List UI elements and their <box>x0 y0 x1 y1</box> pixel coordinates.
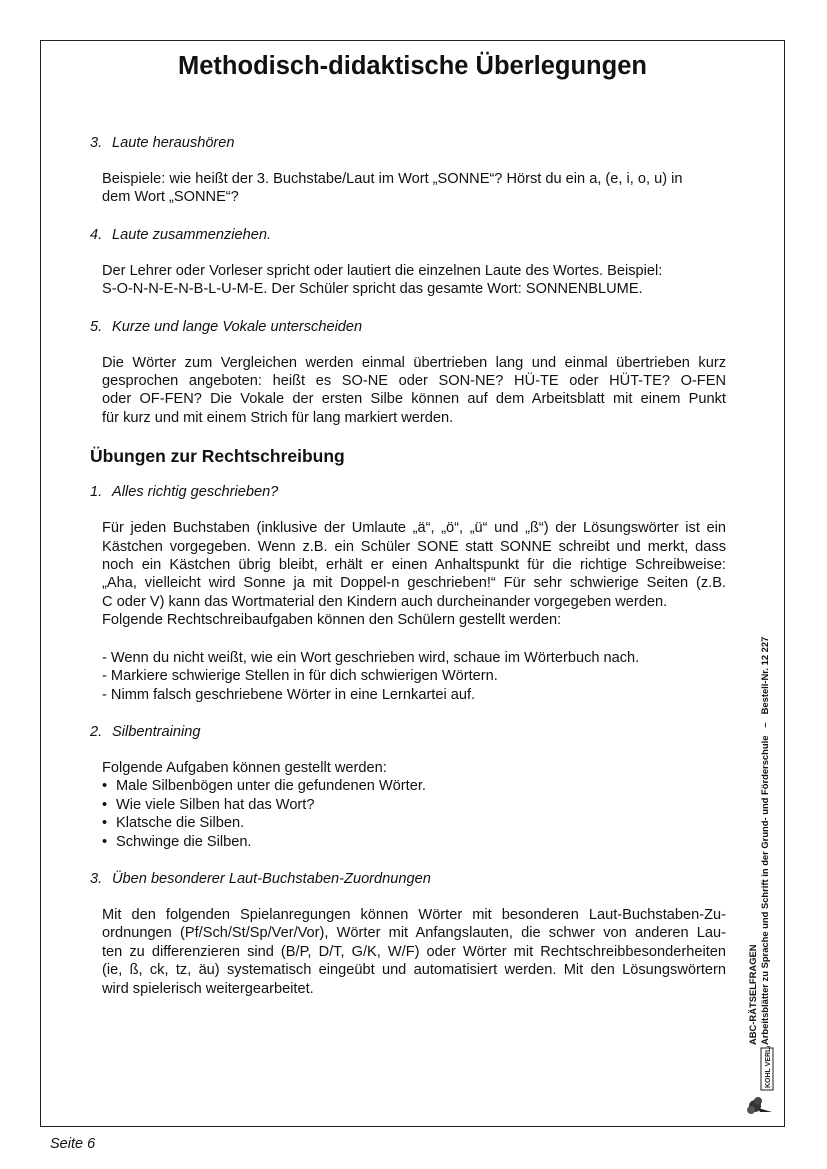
text-line: ordnungen (Pf/Sch/St/Sp/Ver/Vor), Wörter mit Anfangslauten, die schwer von anderen Lau- <box>102 925 726 942</box>
bullet-icon: • <box>102 815 108 832</box>
list-item-text: Klatsche die Silben. <box>116 815 245 832</box>
list-item-text: Schwinge die Silben. <box>116 833 252 850</box>
series-subtitle: Arbeitsblätter zu Sprache und Schrift in der Grund- und Förderschule <box>759 735 770 1045</box>
order-number: Bestell-Nr. 12 227 <box>759 636 770 715</box>
text-line: oder OF-FEN? Die Vokale der ersten Silbe können auf dem Arbeitsblatt mit einem Punkt <box>102 391 726 408</box>
item-heading <box>90 723 726 741</box>
text-line: „Aha, vielleicht wird Sonne ja mit Doppel-n geschrieben!“ Für sehr schwierige Seiten (z.B. <box>102 575 726 592</box>
item-number: 5. <box>90 318 103 335</box>
text-line: S-O-N-N-E-N-B-L-U-M-E. Der Schüler spricht das gesamte Wort: SONNENBLUME. <box>102 281 643 298</box>
item-title: Silbentraining <box>112 723 201 740</box>
text-line: Der Lehrer oder Vorleser spricht oder lautiert die einzelnen Laute des Wortes. Beispiel: <box>102 262 663 279</box>
paragraph: Folgende Aufgaben können gestellt werden: <box>102 759 387 776</box>
separator: – <box>759 722 770 728</box>
item-number: 2. <box>90 723 103 740</box>
item-heading <box>90 483 726 501</box>
logo-text: KOHL VERLAG <box>765 1046 772 1088</box>
list-item: - Wenn du nicht weißt, wie ein Wort geschrieben wird, schaue im Wörterbuch nach. <box>102 649 640 666</box>
paragraph <box>102 354 726 428</box>
page-number: Seite 6 <box>50 1136 96 1152</box>
paragraph <box>102 262 726 299</box>
text-line: Für jeden Buchstaben (inklusive der Umlaute „ä“, „ö“, „ü“ und „ß“) der Lösungswörter ist ein <box>102 520 726 537</box>
text-line: Folgende Rechtschreibaufgaben können den Schülern gestellt werden: <box>102 612 562 629</box>
page-title: Methodisch-didaktische Überlegungen <box>178 52 647 80</box>
paragraph <box>102 519 726 629</box>
item-number: 1. <box>90 484 103 501</box>
bullet-icon: • <box>102 796 108 813</box>
item-heading <box>90 226 726 244</box>
item-number: 3. <box>90 870 103 887</box>
list-item <box>102 777 726 795</box>
paragraph <box>102 906 726 998</box>
text-line: wird spielerisch weitergearbeitet. <box>102 980 314 997</box>
bullet-icon: • <box>102 778 108 795</box>
text-line: dem Wort „SONNE“? <box>102 189 239 206</box>
text-line: Die Wörter zum Vergleichen werden einmal übertrieben lang und einmal übertrieben kurz <box>102 354 726 371</box>
text-line: Mit den folgenden Spielanregungen können Wörter mit besonderen Laut-Buchstaben-Zu- <box>102 906 726 923</box>
item-heading <box>90 870 726 888</box>
item-number: 4. <box>90 226 103 243</box>
bullet-list <box>102 777 726 851</box>
item-title: Kurze und lange Vokale unterscheiden <box>112 318 363 335</box>
task-list <box>102 649 726 704</box>
text-line: ten zu differenzieren sind (B/P, D/T, G/K, W/F) oder Wörter mit Rechtschreibbesonderheiten <box>102 943 726 960</box>
publisher-logo <box>744 1046 776 1118</box>
item-number: 3. <box>90 135 103 151</box>
item-heading <box>90 318 726 336</box>
item-title: Laute zusammenziehen. <box>112 226 272 243</box>
list-item <box>102 833 726 851</box>
kohl-verlag-logo-icon <box>744 1046 776 1118</box>
item-heading <box>90 134 726 152</box>
text-line: gesprochen angeboten: heißt es SO-NE oder SON-NE? HÜ-TE oder HÜT-TE? O-FEN <box>102 373 726 390</box>
item-title: Alles richtig geschrieben? <box>112 484 279 501</box>
bullet-icon: • <box>102 833 108 850</box>
paragraph <box>102 170 726 207</box>
text-line: noch ein Kästchen übrig bleibt, erhält er einen Anhaltspunkt für die richtige Schreibweise: <box>102 557 726 574</box>
text-line: Kästchen vorgegeben. Wenn z.B. ein Schüler SONE statt SONNE schreibt und merkt, dass <box>102 538 726 555</box>
item-title: Üben besonderer Laut-Buchstaben-Zuordnungen <box>112 870 431 887</box>
text-line: für kurz und mit einem Strich für lang markiert werden. <box>102 409 454 426</box>
text-line: C oder V) kann das Wortmaterial den Kindern auch durcheinander vorgegeben werden. <box>102 593 668 610</box>
list-item-text: Wie viele Silben hat das Wort? <box>116 796 315 813</box>
section-heading: Übungen zur Rechtschreibung <box>90 446 345 467</box>
item-title: Laute heraushören <box>112 135 235 151</box>
series-title: ABC-RÄTSELFRAGEN <box>747 944 758 1045</box>
list-item-text: Male Silbenbögen unter die gefundenen Wörter. <box>116 778 426 795</box>
text-line: (ie, ß, ck, tz, äu) systematisch eingeübt und automatisiert werden. Mit den Lösungswörtern <box>102 962 726 979</box>
list-item <box>102 814 726 832</box>
list-item: - Markiere schwierige Stellen in für dich schwierigen Wörtern. <box>102 668 498 685</box>
text-line: Beispiele: wie heißt der 3. Buchstabe/Laut im Wort „SONNE“? Hörst du ein a, (e, i, o, u) in <box>102 171 683 187</box>
publisher-sidebar <box>747 637 771 1045</box>
list-item <box>102 796 726 814</box>
list-item: - Nimm falsch geschriebene Wörter in eine Lernkartei auf. <box>102 686 476 703</box>
main-content <box>90 134 726 998</box>
